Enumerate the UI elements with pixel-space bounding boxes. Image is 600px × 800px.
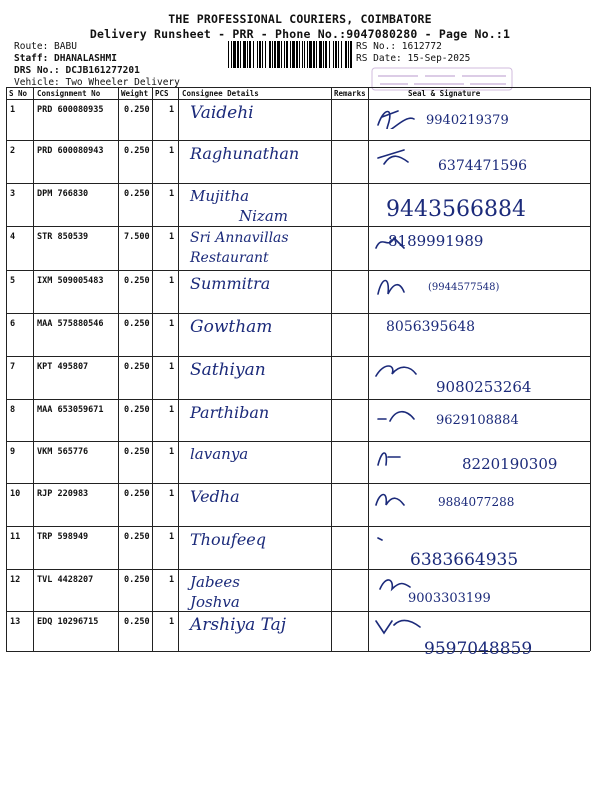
- column-header: Consignee Details: [182, 89, 259, 98]
- route-label: Route: BABU: [14, 41, 77, 52]
- serial-number: 12: [10, 575, 21, 585]
- table-horizontal-rule: [6, 183, 590, 184]
- weight-value: 0.250: [124, 362, 150, 372]
- consignment-number: MAA 653059671: [37, 405, 104, 415]
- table-horizontal-rule: [6, 441, 590, 442]
- table-horizontal-rule: [6, 611, 590, 612]
- signature-phone-number: 8056395648: [386, 319, 476, 335]
- consignment-number: EDQ 10296715: [37, 617, 99, 627]
- pcs-value: 1: [169, 575, 175, 585]
- serial-number: 2: [10, 146, 16, 156]
- signature-phone-number: 9003303199: [408, 591, 491, 606]
- pcs-value: 1: [169, 405, 175, 415]
- signature-scribble: [374, 144, 424, 170]
- column-header: Consignment No: [37, 89, 101, 98]
- barcode-bar: [348, 41, 349, 68]
- consignee-name: Gowtham: [190, 317, 273, 337]
- pcs-value: 1: [169, 319, 175, 329]
- barcode-bar: [231, 41, 232, 68]
- serial-number: 9: [10, 447, 16, 457]
- rs-date: RS Date: 15-Sep-2025: [356, 53, 471, 64]
- barcode-bar: [265, 41, 266, 68]
- column-header: S No: [9, 89, 28, 98]
- table-horizontal-rule: [6, 483, 590, 484]
- signature-scribble: [374, 487, 424, 513]
- signature-phone-number: (9944577548): [428, 282, 500, 293]
- column-header: Seal & Signature: [408, 89, 481, 98]
- consignee-name: Vaidehi: [190, 103, 254, 123]
- barcode-bar: [290, 41, 291, 68]
- serial-number: 11: [10, 532, 21, 542]
- pcs-value: 1: [169, 232, 175, 242]
- barcode-bar: [341, 41, 342, 68]
- rs-number: RS No.: 1612772: [356, 41, 442, 52]
- barcode-bar: [274, 41, 276, 68]
- signature-phone-number: 8189991989: [388, 232, 484, 250]
- pcs-value: 1: [169, 362, 175, 372]
- table-horizontal-rule: [6, 356, 590, 357]
- barcode-bar: [309, 41, 312, 68]
- weight-value: 0.250: [124, 532, 150, 542]
- consignment-number: IXM 509005483: [37, 276, 104, 286]
- consignee-name: Joshva: [190, 593, 240, 611]
- barcode-bar: [247, 41, 248, 68]
- signature-scribble: [374, 274, 424, 300]
- serial-number: 13: [10, 617, 21, 627]
- barcode-bar: [299, 41, 300, 68]
- weight-value: 0.250: [124, 447, 150, 457]
- barcode-bar: [302, 41, 303, 68]
- barcode-bar: [335, 41, 337, 68]
- consignee-name: Summitra: [190, 274, 271, 293]
- signature-scribble: [374, 615, 424, 641]
- barcode-bar: [296, 41, 298, 68]
- vehicle-label: Vehicle: Two Wheeler Delivery: [14, 77, 180, 88]
- signature-phone-number: 6383664935: [410, 550, 519, 570]
- consignee-name: Nizam: [239, 207, 288, 225]
- weight-value: 0.250: [124, 146, 150, 156]
- serial-number: 7: [10, 362, 16, 372]
- serial-number: 10: [10, 489, 21, 499]
- weight-value: 0.250: [124, 617, 150, 627]
- column-header: Remarks: [334, 89, 366, 98]
- consignee-name: Jabees: [190, 573, 241, 591]
- signature-phone-number: 8220190309: [462, 455, 558, 473]
- table-horizontal-rule: [6, 526, 590, 527]
- company-title: THE PROFESSIONAL COURIERS, COIMBATORE: [168, 12, 432, 26]
- signature-scribble: [374, 403, 424, 429]
- pcs-value: 1: [169, 276, 175, 286]
- barcode-bar: [338, 41, 339, 68]
- barcode-bar: [316, 41, 317, 68]
- runsheet-table: [6, 87, 590, 659]
- barcode-bar: [243, 41, 246, 68]
- consignee-name: Restaurant: [190, 250, 269, 266]
- pcs-value: 1: [169, 189, 175, 199]
- runsheet-subtitle: Delivery Runsheet - PRR - Phone No.:9047080280 - Page No.:1: [89, 27, 511, 41]
- pcs-value: 1: [169, 617, 175, 627]
- weight-value: 0.250: [124, 189, 150, 199]
- barcode-bar: [233, 41, 236, 68]
- barcode-bar: [329, 41, 330, 68]
- barcode-bar: [228, 41, 229, 68]
- column-header: PCS: [155, 89, 169, 98]
- consignment-number: RJP 220983: [37, 489, 89, 499]
- signature-phone-number: 9443566884: [386, 197, 526, 222]
- consignee-name: Sri Annavillas: [190, 230, 289, 246]
- consignee-name: Raghunathan: [190, 144, 300, 163]
- consignment-number: PRD 600080935: [37, 105, 104, 115]
- barcode-bar: [333, 41, 334, 68]
- barcode-bar: [237, 41, 239, 68]
- pcs-value: 1: [169, 146, 175, 156]
- table-horizontal-rule: [6, 99, 590, 100]
- table-vertical-rule: [118, 87, 119, 651]
- consignment-number: VKM 565776: [37, 447, 89, 457]
- consignee-name: lavanya: [190, 445, 249, 463]
- barcode-bar: [350, 41, 352, 68]
- consignment-number: DPM 766830: [37, 189, 89, 199]
- serial-number: 6: [10, 319, 16, 329]
- table-horizontal-rule: [6, 87, 590, 88]
- weight-value: 0.250: [124, 489, 150, 499]
- serial-number: 3: [10, 189, 16, 199]
- barcode-bar: [307, 41, 308, 68]
- table-vertical-rule: [33, 87, 34, 651]
- barcode-bar: [240, 41, 241, 68]
- table-vertical-rule: [152, 87, 153, 651]
- table-vertical-rule: [178, 87, 179, 651]
- signature-phone-number: 9940219379: [426, 113, 509, 128]
- barcode-bar: [269, 41, 271, 68]
- barcode-bar: [345, 41, 347, 68]
- signature-phone-number: 9884077288: [438, 495, 515, 509]
- barcode-bar: [284, 41, 285, 68]
- table-horizontal-rule: [6, 226, 590, 227]
- barcode-bar: [262, 41, 263, 68]
- signature-phone-number: 9629108884: [436, 413, 519, 428]
- weight-value: 0.250: [124, 105, 150, 115]
- table-vertical-rule: [6, 87, 7, 651]
- consignee-name: Vedha: [190, 487, 240, 506]
- barcode-bar: [292, 41, 295, 68]
- consignment-number: PRD 600080943: [37, 146, 104, 156]
- staff-label: Staff: DHANALASHMI: [14, 53, 117, 64]
- signature-scribble: [374, 360, 424, 386]
- signature-scribble: [374, 445, 424, 471]
- weight-value: 0.250: [124, 319, 150, 329]
- barcode-bar: [319, 41, 322, 68]
- consignee-name: Mujitha: [190, 187, 250, 205]
- serial-number: 5: [10, 276, 16, 286]
- consignee-name: Arshiya Taj: [190, 615, 287, 635]
- table-horizontal-rule: [6, 270, 590, 271]
- table-horizontal-rule: [6, 313, 590, 314]
- signature-phone-number: 6374471596: [438, 158, 528, 174]
- weight-value: 7.500: [124, 232, 150, 242]
- consignment-number: MAA 575880546: [37, 319, 104, 329]
- weight-value: 0.250: [124, 276, 150, 286]
- signature-phone-number: 9597048859: [424, 639, 533, 659]
- consignment-number: TRP 598949: [37, 532, 89, 542]
- signature-scribble: [374, 103, 424, 129]
- table-vertical-rule: [368, 87, 369, 651]
- serial-number: 1: [10, 105, 16, 115]
- barcode-bar: [304, 41, 305, 68]
- table-vertical-rule: [331, 87, 332, 651]
- pcs-value: 1: [169, 105, 175, 115]
- drs-number: DRS No.: DCJB161277201: [14, 65, 140, 76]
- consignee-name: Sathiyan: [190, 360, 266, 380]
- barcode-bar: [249, 41, 251, 68]
- weight-value: 0.250: [124, 575, 150, 585]
- barcode-bar: [272, 41, 273, 68]
- pcs-value: 1: [169, 532, 175, 542]
- barcode-bar: [286, 41, 288, 68]
- barcode-bar: [257, 41, 258, 68]
- barcode-bar: [281, 41, 282, 68]
- barcode-bar: [325, 41, 327, 68]
- consignee-name: Thoufeeq: [190, 530, 267, 549]
- consignment-number: KPT 495807: [37, 362, 89, 372]
- barcode-bar: [313, 41, 315, 68]
- pcs-value: 1: [169, 489, 175, 499]
- barcode-bar: [277, 41, 280, 68]
- pcs-value: 1: [169, 447, 175, 457]
- signature-phone-number: 9080253264: [436, 378, 532, 396]
- consignment-number: STR 850539: [37, 232, 89, 242]
- barcode-bar: [323, 41, 324, 68]
- consignee-name: Parthiban: [190, 403, 270, 422]
- table-horizontal-rule: [6, 399, 590, 400]
- consignment-number: TVL 4428207: [37, 575, 94, 585]
- barcode-bar: [253, 41, 254, 68]
- barcode-image: [228, 41, 352, 68]
- barcode-bar: [259, 41, 261, 68]
- weight-value: 0.250: [124, 405, 150, 415]
- table-horizontal-rule: [6, 140, 590, 141]
- serial-number: 8: [10, 405, 16, 415]
- serial-number: 4: [10, 232, 16, 242]
- table-vertical-rule: [590, 87, 591, 651]
- column-header: Weight: [121, 89, 149, 98]
